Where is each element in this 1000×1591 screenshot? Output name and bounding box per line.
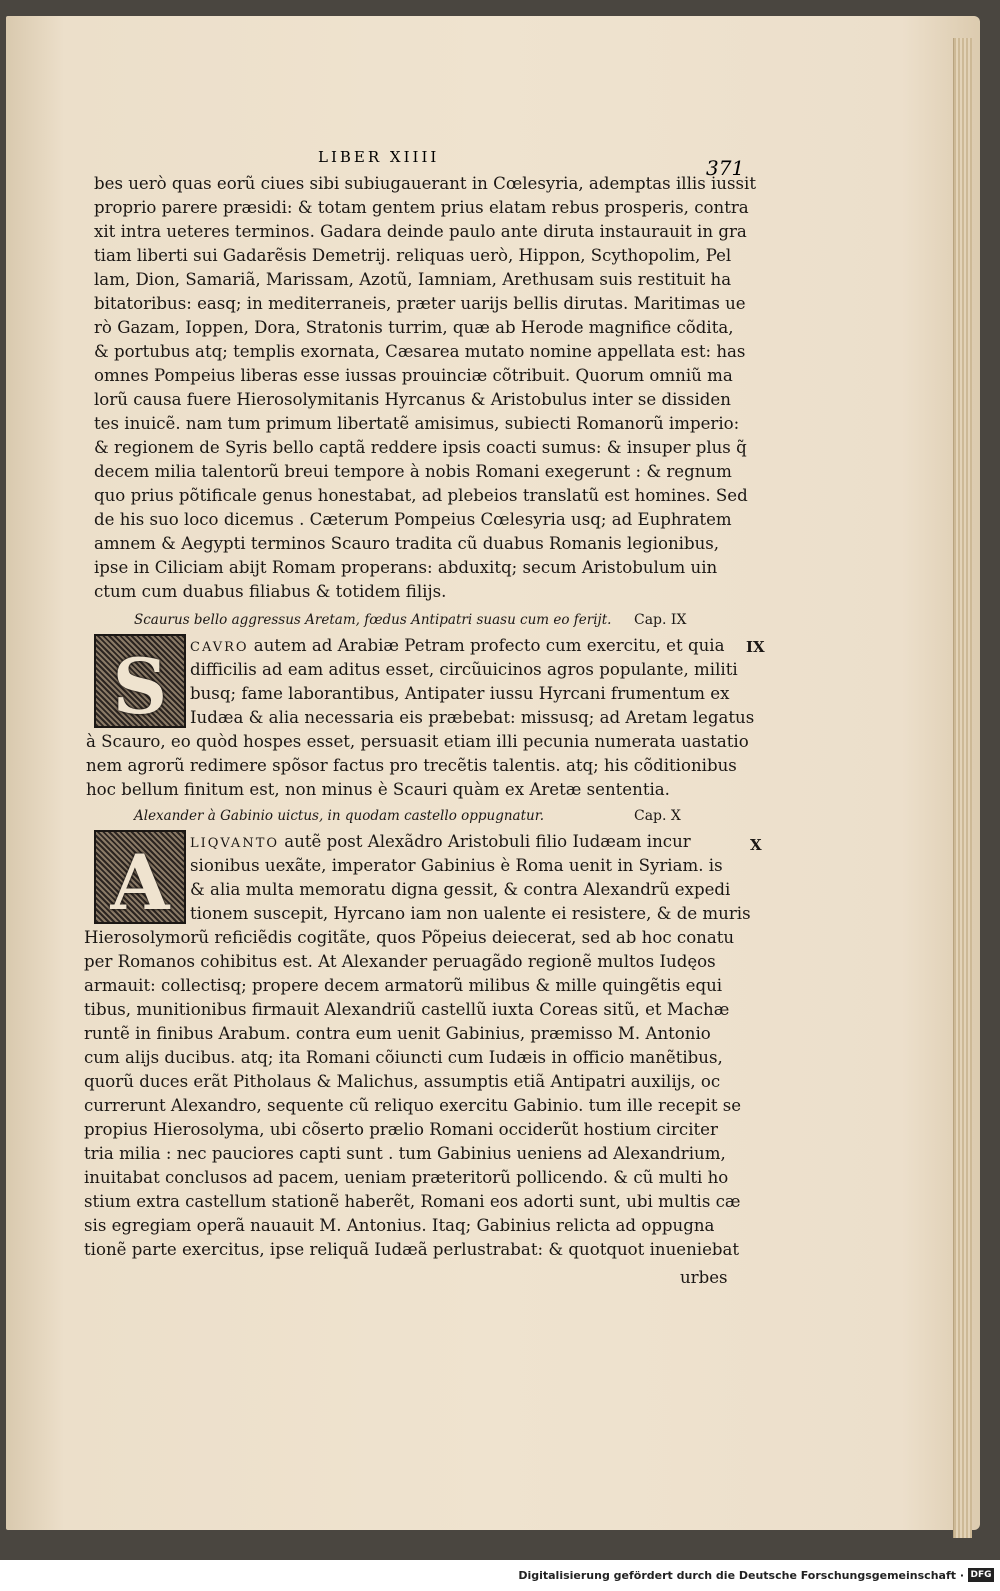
book-page: [6, 16, 980, 1530]
catchword: urbes: [680, 1268, 728, 1287]
chapter-10-summary: Alexander à Gabinio uictus, in quodam castello oppugnatur.: [134, 808, 544, 824]
footer-credit: Digitalisierung gefördert durch die Deutsche Forschungsgemeinschaft ·: [518, 1569, 964, 1582]
chapter-9-line-2: busq; fame laborantibus, Antipater iussu Hyrcani frumentum ex: [190, 684, 730, 703]
page-edges: [953, 38, 972, 1538]
chapter-9-line-1: difficilis ad eam aditus esset, circũuicinos agros populante, militi: [190, 660, 738, 679]
chapter-10-line-17: tionẽ parte exercitus, ipse reliquã Iudæã perlustrabat: & quotquot inueniebat: [84, 1240, 740, 1259]
chapter-9-label: Cap. IX: [634, 612, 687, 628]
chapter-9-summary: Scaurus bello aggressus Aretam, fœdus Antipatri suasu cum eo ferijt.: [134, 612, 612, 628]
chapter-10-line-9: cum alijs ducibus. atq; ita Romani cõiuncti cum Iudæis in officio manẽtibus,: [84, 1048, 723, 1067]
initial-a-woodcut: [94, 830, 186, 927]
chapter-9-opening-caps: CAVRO: [190, 640, 249, 655]
body-line-7: & portubus atq; templis exornata, Cæsarea mutato nomine appellata est: has: [94, 342, 746, 361]
initial-s-woodcut: [94, 634, 186, 731]
body-line-3: tiam liberti sui Gadarẽsis Demetrij. reliquas uerò, Hippon, Scythopolim, Pel: [94, 246, 732, 265]
chapter-10-line-7: tibus, munitionibus firmauit Alexandriũ castellũ iuxta Coreas sitũ, et Machæ: [84, 1000, 730, 1019]
chapter-10-line-12: propius Hierosolyma, ubi cõserto prælio Romani occiderũt hostium circiter: [84, 1120, 718, 1139]
chapter-10-first-line: [190, 830, 691, 856]
chapter-9-line-0: autem ad Arabiæ Petram profecto cum exercitu, et quia: [248, 636, 725, 655]
chapter-10-line-2: & alia multa memoratu digna gessit, & contra Alexandrũ expedi: [190, 880, 731, 899]
body-line-15: amnem & Aegypti terminos Scauro tradita cũ duabus Romanis legionibus,: [94, 534, 720, 553]
chapter-10-line-5: per Romanos cohibitus est. At Alexander peruagãdo regionẽ multos Iudęos: [84, 952, 716, 971]
body-line-12: decem milia talentorũ breui tempore à nobis Romani exegerunt : & regnum: [94, 462, 732, 481]
chapter-10-margin-numeral: X: [750, 836, 762, 854]
body-line-1: proprio parere præsidi: & totam gentem prius elatam rebus prosperis, contra: [94, 198, 749, 217]
initial-letter-s: S: [112, 642, 168, 731]
body-line-14: de his suo loco dicemus . Cæterum Pompeius Cœlesyria usq; ad Euphratem: [94, 510, 732, 529]
folio-number: 371: [706, 156, 745, 180]
body-line-13: quo prius põtificale genus honestabat, ad plebeios translatũ est homines. Sed: [94, 486, 748, 505]
body-line-11: & regionem de Syris bello captã reddere ipsis coacti sumus: & insuper plus q̃: [94, 438, 747, 457]
body-line-2: xit intra ueteres terminos. Gadara deinde paulo ante diruta instaurauit in gra: [94, 222, 747, 241]
body-line-9: lorũ causa fuere Hierosolymitanis Hyrcanus & Aristobulus inter se dissiden: [94, 390, 731, 409]
initial-letter-a: A: [110, 838, 170, 927]
body-line-5: bitatoribus: easq; in mediterraneis, præter uarijs bellis dirutas. Maritimas ue: [94, 294, 746, 313]
chapter-9-first-line: [190, 634, 724, 660]
chapter-10-line-11: currerunt Alexandro, sequente cũ reliquo exercitu Gabinio. tum ille recepit se: [84, 1096, 742, 1115]
chapter-10-line-1: sionibus uexãte, imperator Gabinius è Roma uenit in Syriam. is: [190, 856, 723, 875]
chapter-9-line-6: hoc bellum finitum est, non minus è Scauri quàm ex Aretæ sententia.: [86, 780, 670, 799]
chapter-10-line-10: quorũ duces erãt Pitholaus & Malichus, assumptis etiã Antipatri auxilijs, oc: [84, 1072, 721, 1091]
chapter-10-line-0: autẽ post Alexãdro Aristobuli filio Iudæam incur: [279, 832, 691, 851]
digitization-footer: [0, 1560, 1000, 1591]
chapter-10-opening-caps: LIQVANTO: [190, 836, 280, 851]
chapter-10-line-15: stium extra castellum stationẽ haberẽt, Romani eos adorti sunt, ubi multis cæ: [84, 1192, 741, 1211]
body-line-8: omnes Pompeius liberas esse iussas prouinciæ cõtribuit. Quorum omniũ ma: [94, 366, 733, 385]
running-title: LIBER XIIII: [318, 148, 440, 166]
body-line-0: bes uerò quas eorũ ciues sibi subiugauerant in Cœlesyria, ademptas illis iussit: [94, 174, 756, 193]
chapter-9-line-3: Iudæa & alia necessaria eis præbebat: missusq; ad Aretam legatus: [190, 708, 755, 727]
body-line-10: tes inuicẽ. nam tum primum libertatẽ amisimus, subiecti Romanorũ imperio:: [94, 414, 740, 433]
chapter-10-line-13: tria milia : nec pauciores capti sunt . tum Gabinius ueniens ad Alexandrium,: [84, 1144, 726, 1163]
body-line-4: lam, Dion, Samariã, Marissam, Azotũ, Iamniam, Arethusam suis restituit ha: [94, 270, 732, 289]
chapter-10-line-6: armauit: collectisq; propere decem armatorũ milibus & mille quingẽtis equi: [84, 976, 723, 995]
body-line-17: ctum cum duabus filiabus & totidem filijs.: [94, 582, 447, 601]
chapter-9-margin-numeral: IX: [746, 638, 765, 656]
dfg-logo: DFG: [968, 1568, 994, 1582]
chapter-10-line-8: runtẽ in finibus Arabum. contra eum uenit Gabinius, præmisso M. Antonio: [84, 1024, 711, 1043]
body-line-6: rò Gazam, Ioppen, Dora, Stratonis turrim, quæ ab Herode magnifice cõdita,: [94, 318, 734, 337]
chapter-10-line-16: sis egregiam operã nauauit M. Antonius. Itaq; Gabinius relicta ad oppugna: [84, 1216, 715, 1235]
chapter-10-label: Cap. X: [634, 808, 681, 824]
chapter-10-line-4: Hierosolymorũ reficiẽdis cogitãte, quos Põpeius deiecerat, sed ab hoc conatu: [84, 928, 735, 947]
body-line-16: ipse in Ciliciam abijt Romam properans: abduxitq; secum Aristobulum uin: [94, 558, 718, 577]
chapter-10-line-14: inuitabat conclusos ad pacem, ueniam præteritorũ pollicendo. & cũ multi ho: [84, 1168, 729, 1187]
chapter-9-line-4: à Scauro, eo quòd hospes esset, persuasit etiam illi pecunia numerata uastatio: [86, 732, 749, 751]
chapter-10-line-3: tionem suscepit, Hyrcano iam non ualente ei resistere, & de muris: [190, 904, 751, 923]
chapter-9-line-5: nem agrorũ redimere spõsor factus pro trecẽtis talentis. atq; his cõditionibus: [86, 756, 737, 775]
